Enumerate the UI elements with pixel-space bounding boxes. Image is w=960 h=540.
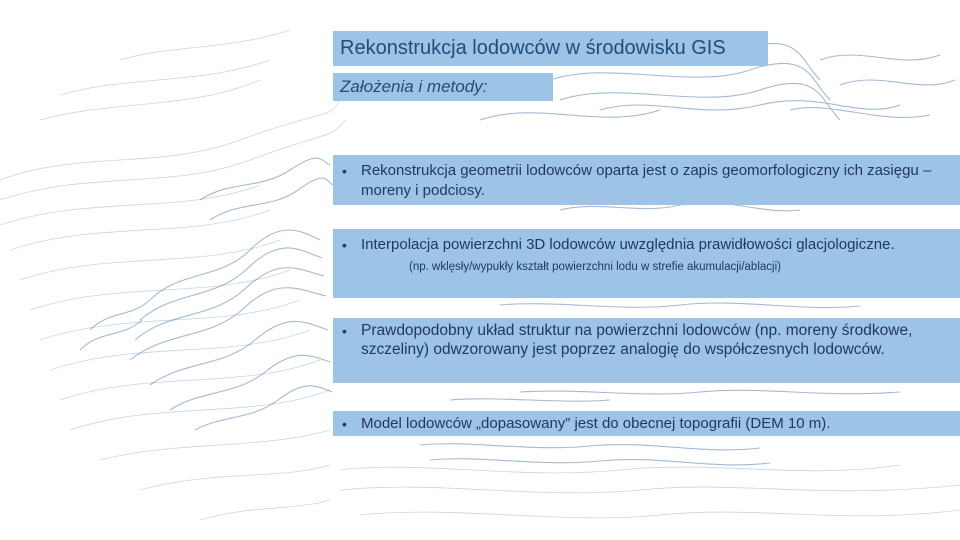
slide-title: Rekonstrukcja lodowców w środowisku GIS <box>340 37 726 59</box>
bullet-dot: • <box>342 237 347 253</box>
bullet-box-interpolation <box>333 229 960 298</box>
bullet-note: (np. wklęsły/wypukły kształt powierzchni lodu w strefie akumulacji/ablacji) <box>409 261 781 273</box>
bullet-box-reconstruction <box>333 155 960 205</box>
bullet-dot: • <box>342 416 347 432</box>
bullet-box-dem-model <box>333 411 960 436</box>
bullet-text: Model lodowców „dopasowany” jest do obecnej topografii (DEM 10 m). <box>361 415 831 432</box>
bullet-box-surface-structures <box>333 318 960 383</box>
bullet-dot: • <box>342 163 347 179</box>
bullet-text: Prawdopodobny układ struktur na powierzchni lodowców (np. moreny środkowe, szczeliny) odwzorowany jest poprzez analogię do współczesnych lodowców. <box>361 322 913 358</box>
bullet-text: Interpolacja powierzchni 3D lodowców uwzględnia prawidłowości glacjologiczne. <box>361 236 895 253</box>
bullet-dot: • <box>342 323 347 339</box>
slide-subtitle: Założenia i metody: <box>340 77 488 96</box>
subtitle-box <box>333 73 553 101</box>
title-box <box>333 31 768 66</box>
bullet-text: Rekonstrukcja geometrii lodowców oparta jest o zapis geomorfologiczny ich zasięgu – moreny i podciosy. <box>361 162 932 199</box>
